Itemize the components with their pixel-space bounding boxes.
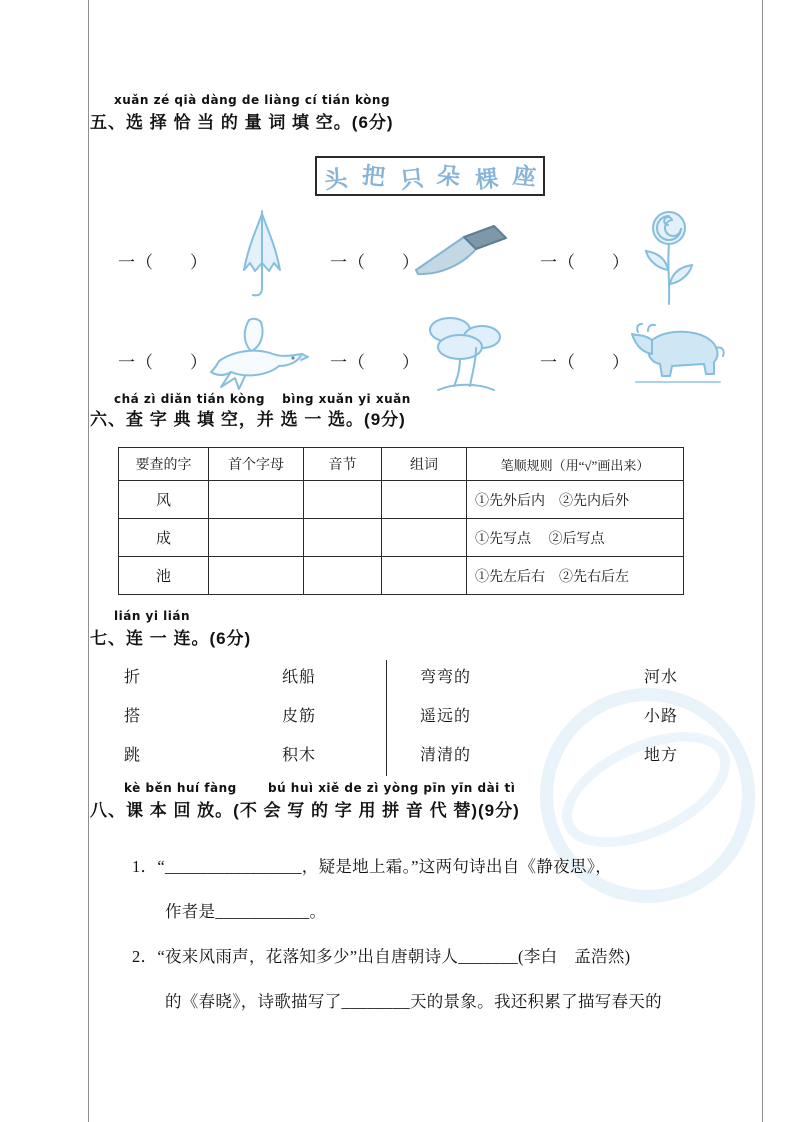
match-divider-line — [386, 660, 387, 776]
match-noun: 皮筋 — [282, 708, 317, 725]
lookup-char-cell: 风 — [119, 481, 209, 519]
tree-icon — [420, 312, 508, 396]
section7-pinyin: lián yi lián — [114, 609, 191, 623]
question2-line1: 2．“夜来风雨声，花落知多少”出自唐朝诗人_______(李白 孟浩然) — [132, 947, 631, 966]
match-adjective: 清清的 — [420, 747, 472, 764]
rose-icon — [636, 206, 702, 308]
word-group-cell — [382, 519, 467, 557]
umbrella-image — [234, 208, 290, 302]
word-group-cell — [382, 481, 467, 519]
knife-image — [412, 224, 508, 290]
tree-image — [420, 312, 508, 396]
umbrella-icon — [234, 208, 290, 302]
header-first-letter: 首个字母 — [209, 448, 304, 481]
match-verb: 搭 — [124, 708, 142, 725]
measure-word: 只 — [398, 165, 425, 194]
ox-image — [628, 322, 726, 386]
table-row — [119, 557, 684, 595]
header-syllable: 音节 — [304, 448, 382, 481]
match-verb: 跳 — [124, 747, 142, 764]
question1-line1: 1．“________________，疑是地上霜。”这两句诗出自《静夜思》， — [132, 857, 613, 876]
dove-icon — [205, 316, 309, 394]
question2-line2: 的《春晓》，诗歌描写了________天的景象。我还积累了描写春天的 — [165, 992, 662, 1011]
measure-words-box — [315, 156, 545, 196]
stroke-rule-cell: ①先外后内 ②先内后外 — [467, 481, 684, 519]
section6-heading: 六、查 字 典 填 空，并 选 一 选。(9分) — [90, 410, 406, 429]
match-noun: 河水 — [644, 669, 679, 686]
measure-word: 朵 — [435, 162, 462, 191]
header-stroke-rule: 笔顺规则（用“√”画出来） — [467, 448, 684, 481]
table-row — [119, 481, 684, 519]
match-verb: 折 — [124, 669, 142, 686]
blank-measure-rose: 一（ ） — [540, 253, 630, 272]
stroke-rule-cell: ①先写点 ②后写点 — [467, 519, 684, 557]
section8-pinyin-a: kè běn huí fàng — [124, 781, 237, 795]
header-lookup-char: 要查的字 — [119, 448, 209, 481]
first-letter-cell — [209, 519, 304, 557]
header-word-group: 组词 — [382, 448, 467, 481]
section8-pinyin-b: bú huì xiě de zì yòng pīn yīn dài tì — [268, 781, 516, 795]
syllable-cell — [304, 557, 382, 595]
syllable-cell — [304, 481, 382, 519]
ox-icon — [628, 322, 726, 386]
match-noun: 纸船 — [282, 669, 317, 686]
blank-measure-dove: 一（ ） — [118, 353, 208, 372]
measure-word: 头 — [323, 165, 350, 194]
first-letter-cell — [209, 557, 304, 595]
match-noun: 小路 — [644, 708, 679, 725]
rose-image — [636, 206, 702, 308]
left-border-line — [88, 0, 89, 1122]
table-header-row — [119, 448, 684, 481]
syllable-cell — [304, 519, 382, 557]
dictionary-table — [118, 447, 684, 595]
knife-icon — [412, 224, 508, 290]
match-noun: 地方 — [644, 747, 679, 764]
section5-heading: 五、选 择 恰 当 的 量 词 填 空。(6分) — [90, 113, 394, 132]
word-group-cell — [382, 557, 467, 595]
lookup-char-cell: 成 — [119, 519, 209, 557]
match-adjective: 遥远的 — [420, 708, 472, 725]
measure-word: 座 — [511, 162, 537, 191]
blank-measure-knife: 一（ ） — [330, 253, 420, 272]
blank-measure-tree: 一（ ） — [330, 353, 420, 372]
dove-image — [205, 316, 309, 394]
question1-line2: 作者是___________。 — [165, 902, 327, 921]
blank-measure-umbrella: 一（ ） — [118, 253, 208, 272]
lookup-char-cell: 池 — [119, 557, 209, 595]
match-noun: 积木 — [282, 747, 317, 764]
section6-pinyin: chá zì diǎn tián kòng bìng xuǎn yi xuǎn — [114, 392, 411, 406]
table-row — [119, 519, 684, 557]
match-adjective: 弯弯的 — [420, 669, 472, 686]
right-border-line — [762, 0, 763, 1122]
measure-word: 把 — [360, 162, 387, 191]
measure-word: 棵 — [473, 165, 500, 194]
section7-heading: 七、连 一 连。(6分) — [90, 629, 252, 648]
first-letter-cell — [209, 481, 304, 519]
stroke-rule-cell: ①先左后右 ②先右后左 — [467, 557, 684, 595]
blank-measure-ox: 一（ ） — [540, 353, 630, 372]
section8-heading: 八、课 本 回 放。(不 会 写 的 字 用 拼 音 代 替)(9分) — [90, 801, 520, 820]
section5-pinyin: xuǎn zé qià dàng de liàng cí tián kòng — [114, 93, 391, 107]
